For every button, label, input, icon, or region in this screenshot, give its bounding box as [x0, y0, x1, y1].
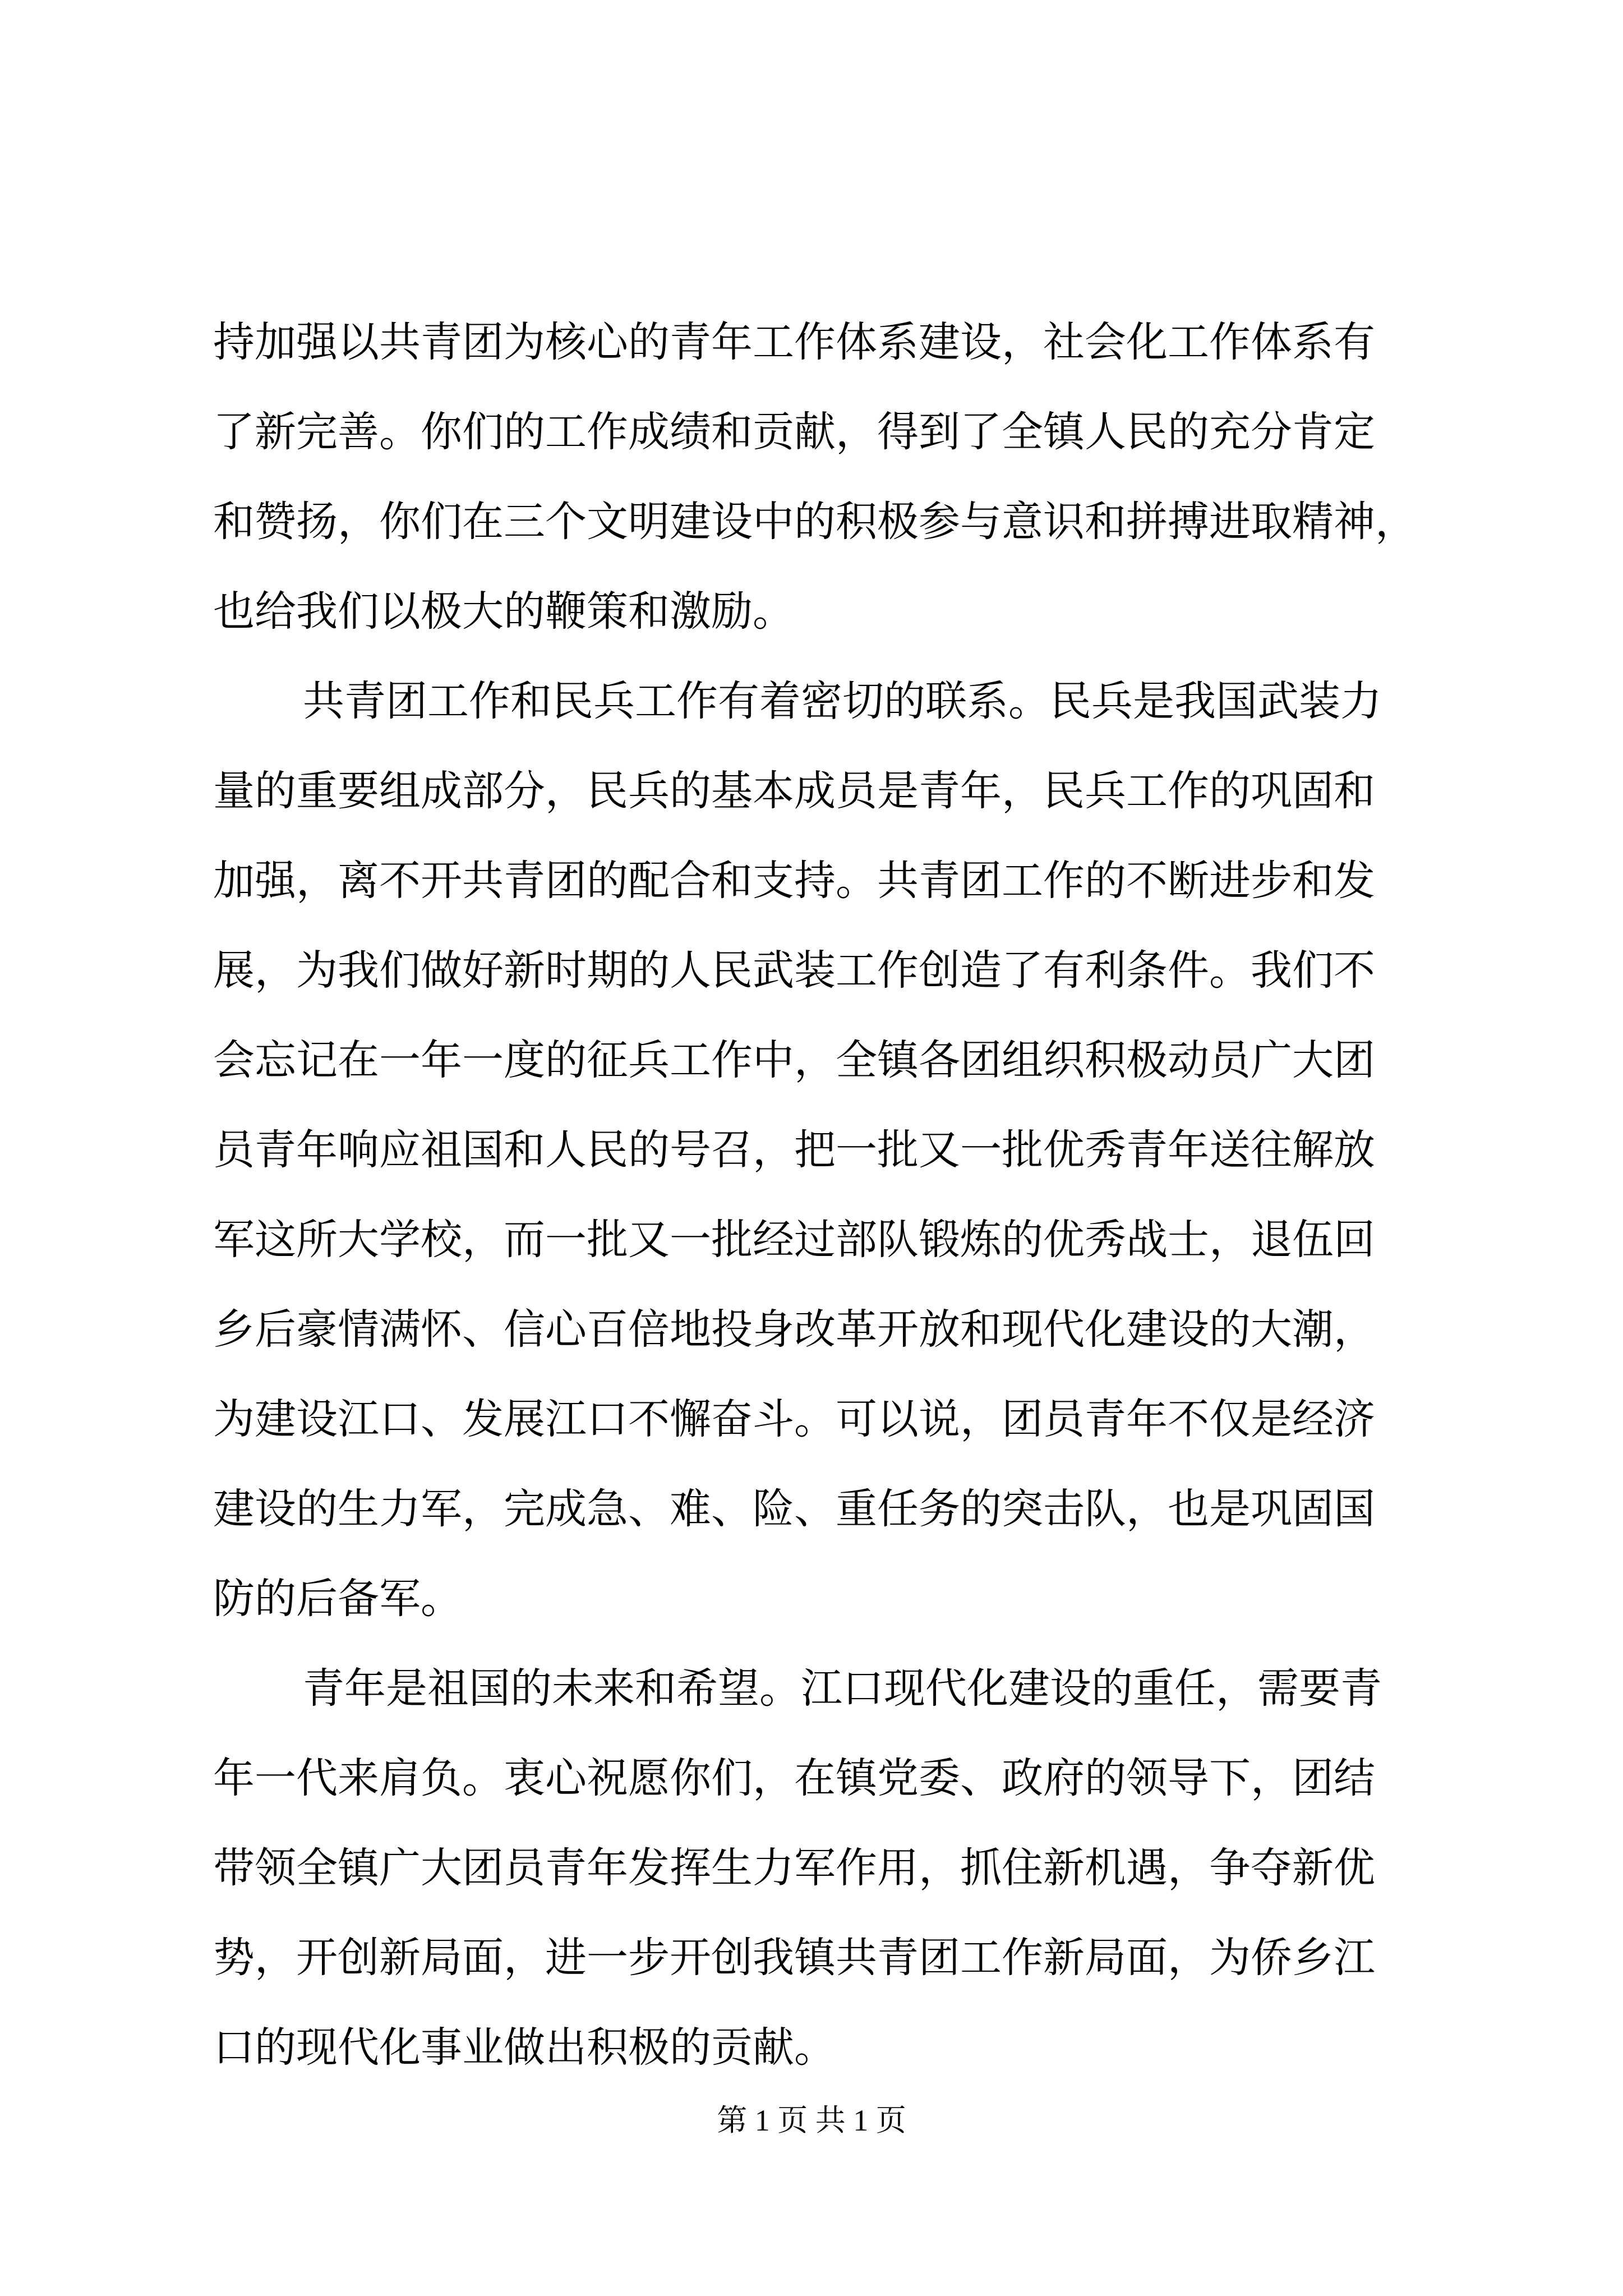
text-line: 乡后豪情满怀、信心百倍地投身改革开放和现代化建设的大潮， [213, 1305, 1375, 1354]
text-line: 加强，离不开共青团的配合和支持。共青团工作的不断进步和发 [213, 857, 1375, 905]
text-line: 和赞扬，你们在三个文明建设中的积极参与意识和拼搏进取精神， [213, 498, 1417, 546]
body-text [213, 297, 1436, 2092]
paragraph-start-line: 共青团工作和民兵工作有着密切的联系。民兵是我国武装力 [303, 677, 1382, 725]
text-line: 建设的生力军，完成急、难、险、重任务的突击队，也是巩固国 [213, 1485, 1375, 1533]
text-line: 防的后备军。 [213, 1575, 462, 1623]
text-line: 持加强以共青团为核心的青年工作体系建设，社会化工作体系有 [213, 318, 1375, 366]
text-line: 年一代来肩负。衷心祝愿你们，在镇党委、政府的领导下，团结 [213, 1754, 1375, 1802]
text-line: 员青年响应祖国和人民的号召，把一批又一批优秀青年送往解放 [213, 1126, 1375, 1174]
text-line: 展，为我们做好新时期的人民武装工作创造了有利条件。我们不 [213, 946, 1375, 995]
text-line: 带领全镇广大团员青年发挥生力军作用，抓住新机遇，争夺新优 [213, 1844, 1375, 1892]
text-line: 也给我们以极大的鞭策和激励。 [213, 587, 794, 636]
text-line: 军这所大学校，而一批又一批经过部队锻炼的优秀战士，退伍回 [213, 1216, 1375, 1264]
text-line: 量的重要组成部分，民兵的基本成员是青年，民兵工作的巩固和 [213, 767, 1375, 815]
text-line: 口的现代化事业做出积极的贡献。 [213, 2023, 836, 2072]
text-line: 为建设江口、发展江口不懈奋斗。可以说，团员青年不仅是经济 [213, 1395, 1375, 1443]
text-line: 会忘记在一年一度的征兵工作中，全镇各团组织积极动员广大团 [213, 1036, 1375, 1084]
text-line: 了新完善。你们的工作成绩和贡献，得到了全镇人民的充分肯定 [213, 408, 1375, 456]
text-line: 势，开创新局面，进一步开创我镇共青团工作新局面，为侨乡江 [213, 1934, 1375, 1982]
page-number-footer: 第 1 页 共 1 页 [717, 2104, 906, 2137]
paragraph-start-line: 青年是祖国的未来和希望。江口现代化建设的重任，需要青 [303, 1664, 1382, 1713]
